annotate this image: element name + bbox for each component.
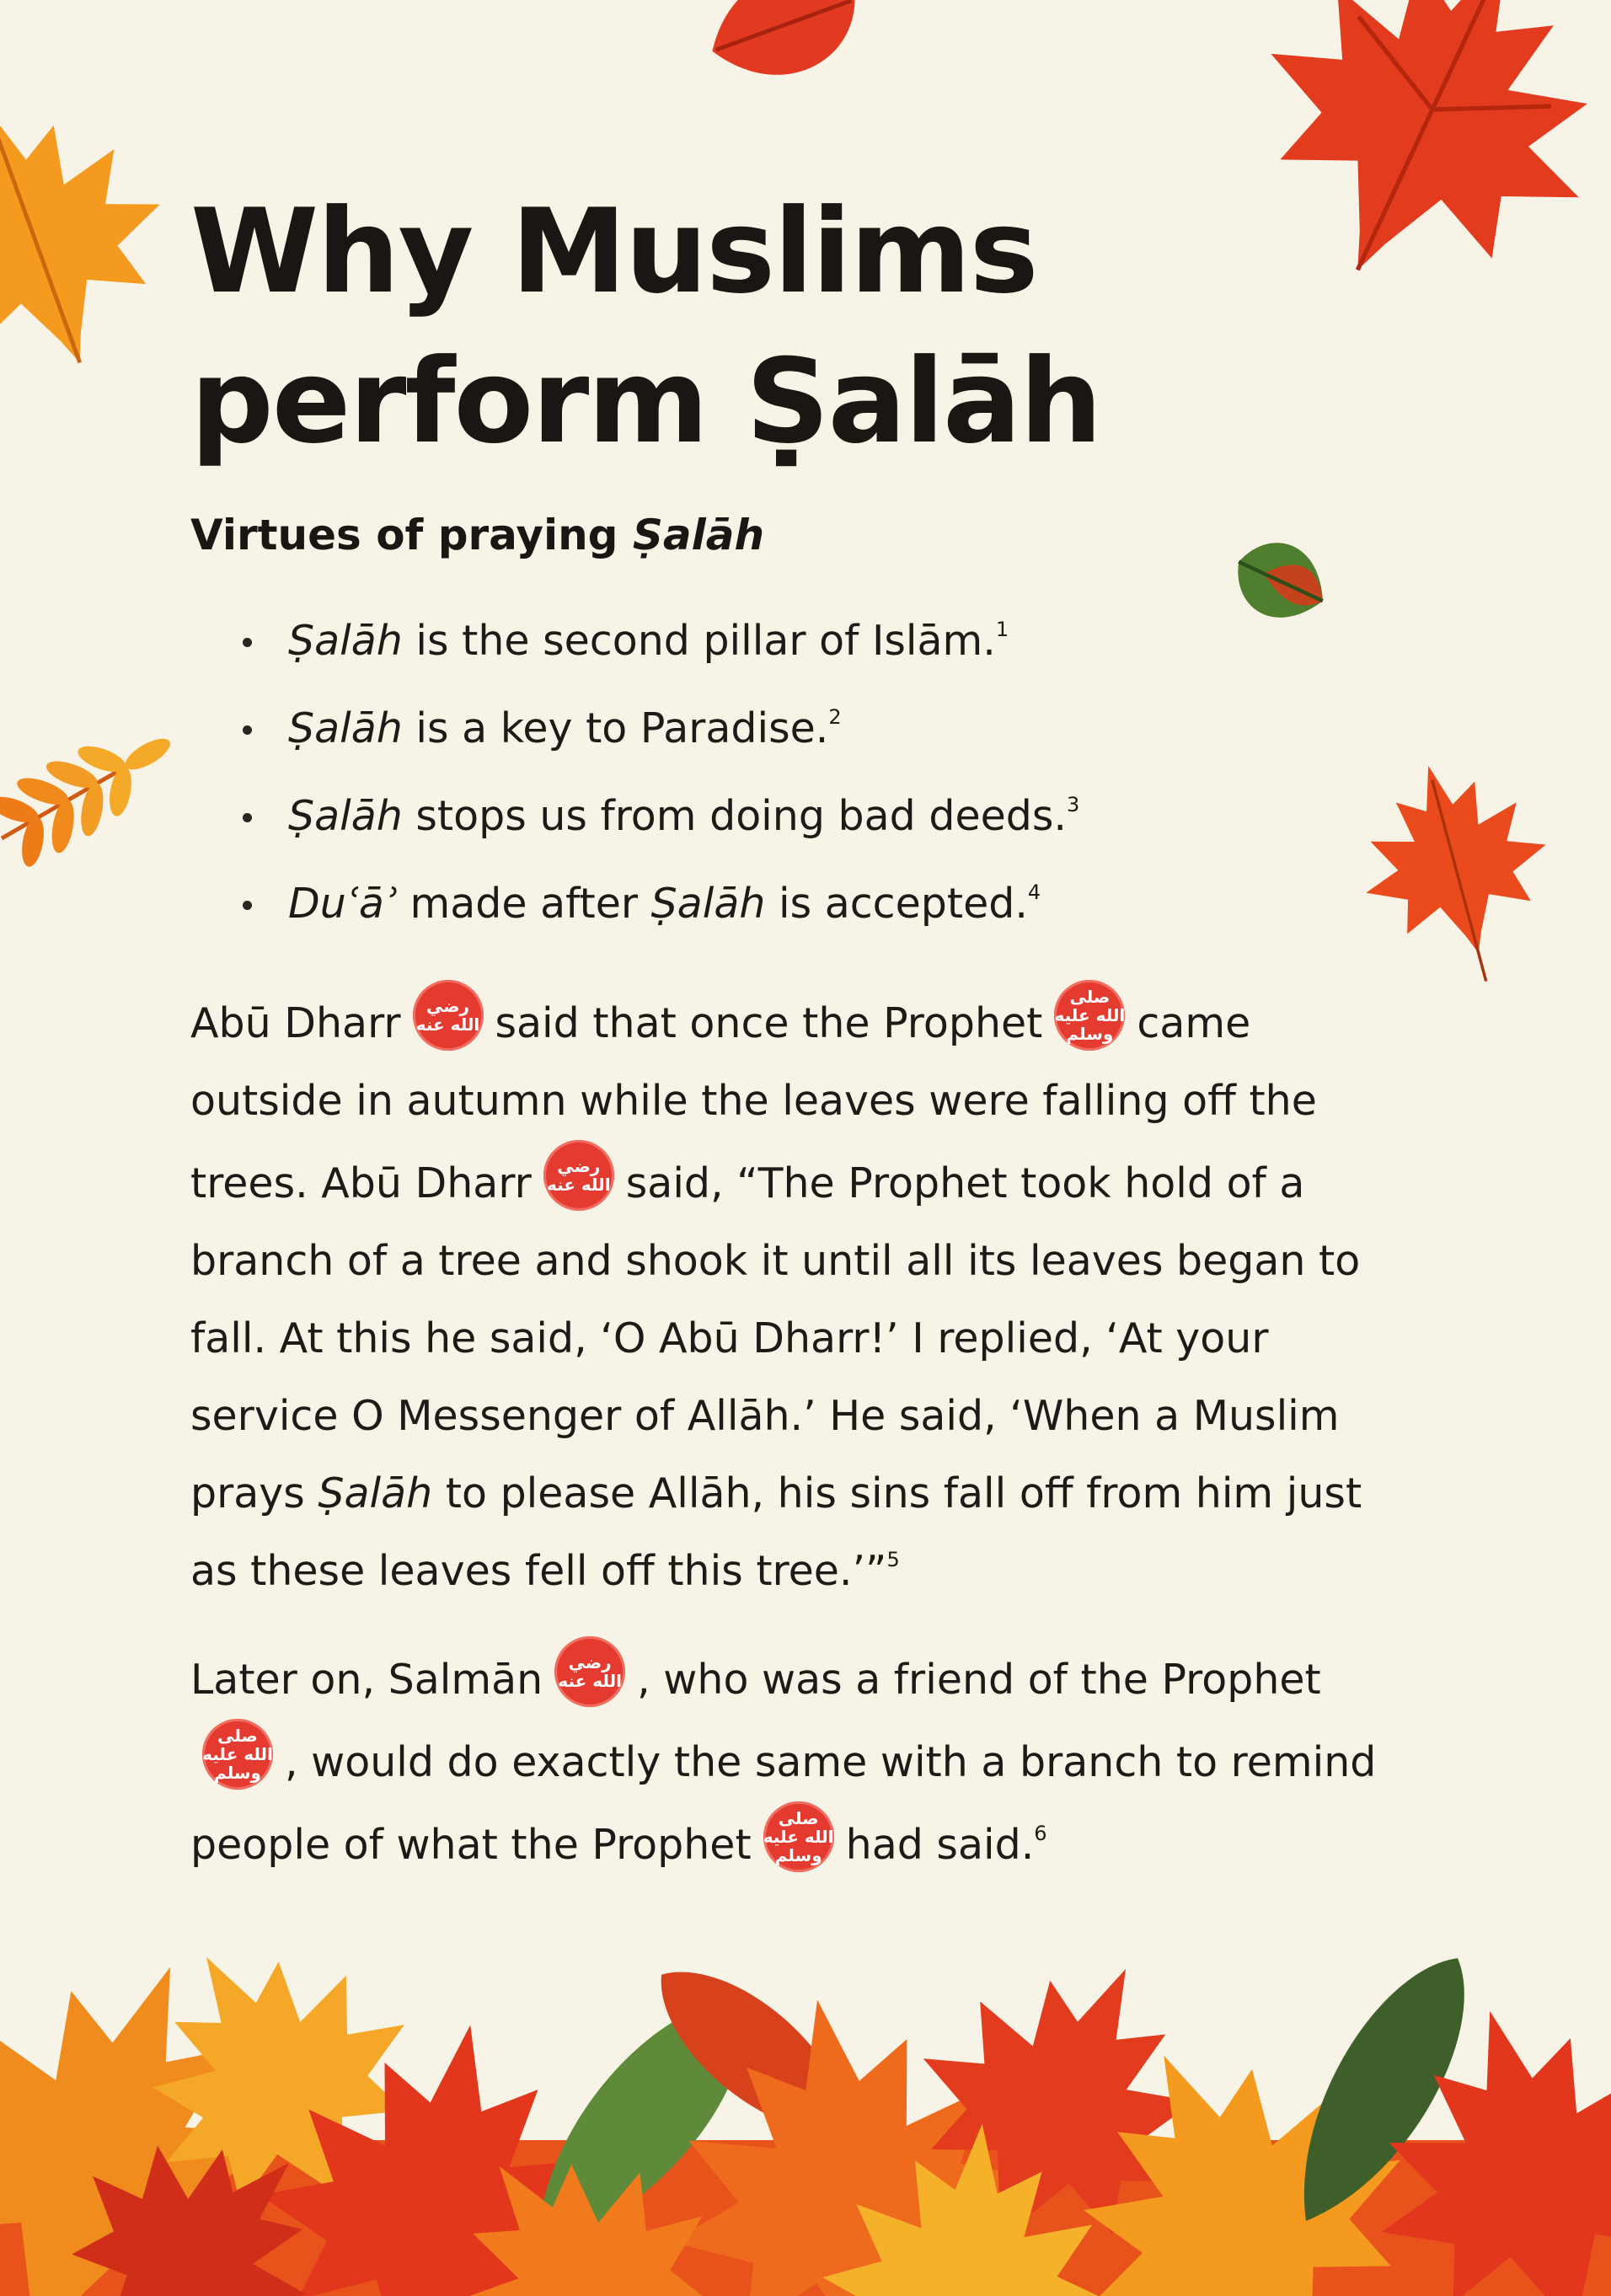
bullet-icon xyxy=(243,725,252,735)
honorific-badge-icon: صلى الله عليه وسلم xyxy=(202,1719,273,1790)
virtues-list xyxy=(190,612,1286,962)
list-item: Ṣalāh stops us from doing bad deeds.$^3$ xyxy=(190,787,1286,875)
maple-leaf-icon xyxy=(0,65,201,407)
maple-leaf-icon xyxy=(1339,741,1576,1005)
honorific-badge-icon: صلى الله عليه وسلم xyxy=(1054,980,1125,1051)
bullet-icon xyxy=(243,901,252,910)
footnote-ref: 2 xyxy=(828,705,842,729)
story-paragraph: Abū Dharr رضي الله عنه said that once the Prophet صلى الله عليه وسلم came outside in autumn while the leaves were falling off the trees. Abū Dharr رضي الله عنه said, “The Prophet took hold of a branch of a tree and shook it until all its leaves began to fall. At this he said, ‘O Abū Dharr!’ I replied, ‘At your service O Messenger of Allāh.’ He said, ‘When a Muslim prays Ṣalāh to please Allāh, his sins fall off from him just as these leaves fell off this tree.’”$^5$ xyxy=(190,980,1395,1610)
footnote-ref: 4 xyxy=(1027,880,1041,904)
list-item: Ṣalāh is the second pillar of Islām.$^1$ xyxy=(190,612,1286,699)
bullet-icon xyxy=(243,813,252,822)
footnote-ref: 3 xyxy=(1066,793,1080,816)
honorific-badge-icon: رضي الله عنه xyxy=(413,980,484,1051)
footnote-ref: 1 xyxy=(995,618,1009,641)
leaf-pile-decoration xyxy=(0,1888,1611,2296)
footnote-ref: 6 xyxy=(1034,1822,1047,1845)
honorific-badge-icon: صلى الله عليه وسلم xyxy=(763,1801,834,1872)
bullet-icon xyxy=(243,638,252,647)
honorific-badge-icon: رضي الله عنه xyxy=(543,1140,614,1211)
footnote-ref: 5 xyxy=(886,1548,900,1571)
story-paragraph: Later on, Salmān رضي الله عنه , who was a friend of the Prophet صلى الله عليه وسلم , would do exactly the same with a branch to remind people of what the Prophet صلى الله عليه وسلم had said.$^6$ xyxy=(190,1636,1395,1884)
honorific-badge-icon: رضي الله عنه xyxy=(554,1636,625,1707)
page-title: Why Muslims perform Ṣalāh xyxy=(190,184,1101,469)
list-item: Ṣalāh is a key to Paradise.$^2$ xyxy=(190,699,1286,787)
section-heading: Virtues of praying Ṣalāh xyxy=(190,511,765,559)
list-item: Duʿāʾ made after Ṣalāh is accepted.$^4$ xyxy=(190,875,1286,962)
oak-leaf-icon xyxy=(695,0,871,98)
rowan-leaf-icon xyxy=(0,700,193,879)
